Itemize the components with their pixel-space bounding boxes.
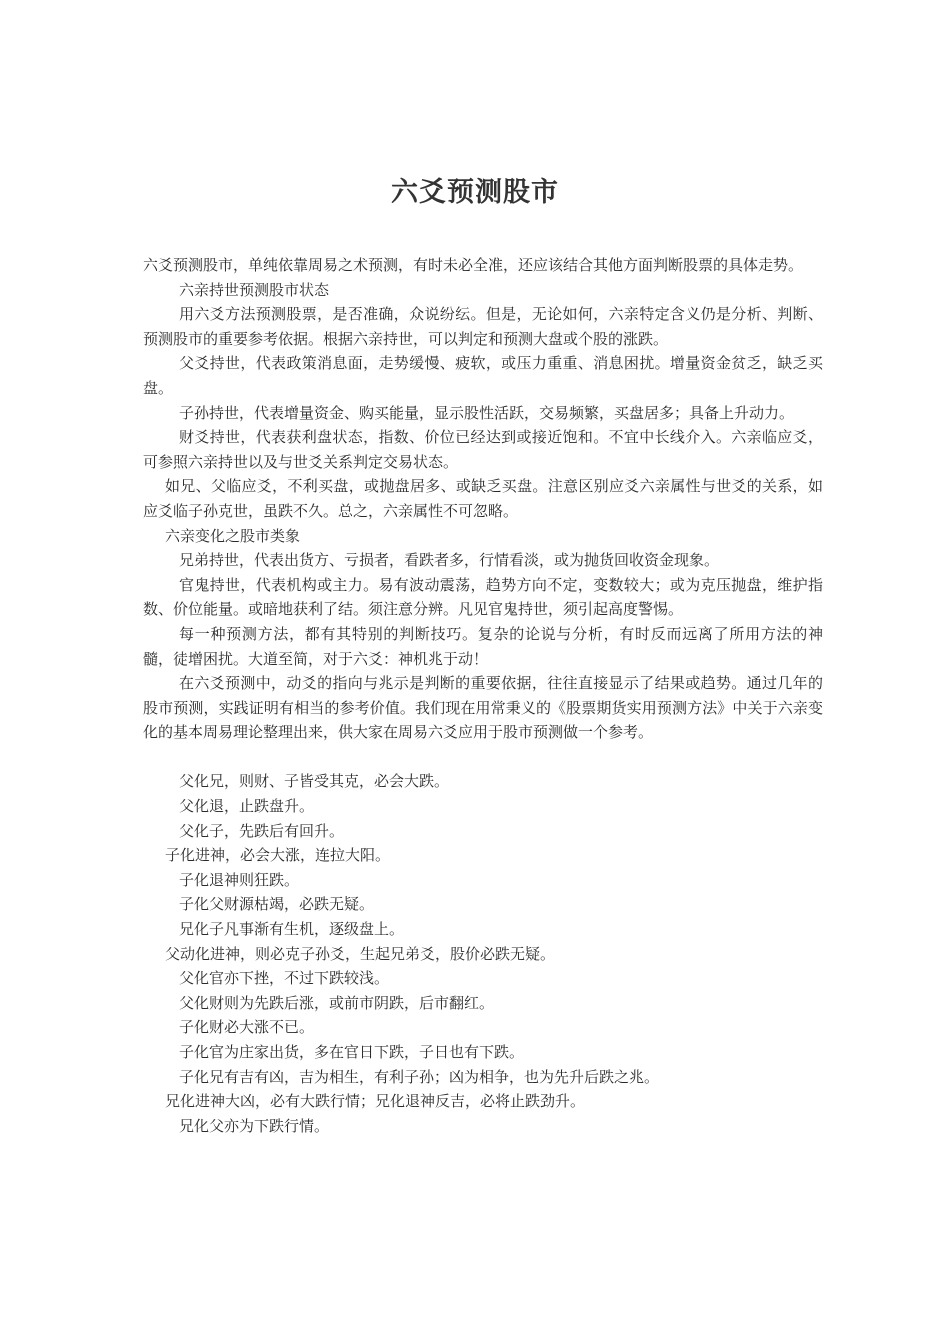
paragraph: 父爻持世，代表政策消息面，走势缓慢、疲软，或压力重重、消息困扰。增量资金贫乏，缺乏买盘。	[143, 354, 823, 397]
rule-item: 父动化进神，则必克子孙爻，生起兄弟爻，股价必跌无疑。	[165, 944, 556, 963]
document-body	[143, 253, 823, 1138]
rule-item: 兄化父亦为下跌行情。	[179, 1116, 330, 1135]
paragraph: 每一种预测方法，都有其特别的判断技巧。复杂的论说与分析，有时反而远离了所用方法的神髓，徒增困扰。大道至简，对于六爻：神机兆于动！	[143, 624, 823, 668]
section-heading: 六亲持世预测股市状态	[179, 280, 330, 299]
rule-item: 子化财必大涨不已。	[179, 1018, 315, 1037]
rule-item: 兄化子凡事渐有生机，逐级盘上。	[179, 920, 405, 939]
rule-item: 父化兄，则财、子皆受其克，必会大跌。	[179, 772, 450, 791]
rule-item: 父化财则为先跌后涨，或前市阴跌，后市翻红。	[179, 993, 495, 1012]
paragraph: 兄弟持世，代表出货方、亏损者，看跌者多，行情看淡，或为抛货回收资金现象。	[179, 551, 720, 570]
rule-item: 子化兄有吉有凶，吉为相生，有利子孙；凶为相争，也为先升后跌之兆。	[179, 1067, 660, 1086]
rule-item: 子化父财源枯竭，必跌无疑。	[179, 895, 375, 914]
rule-item: 子化进神，必会大涨，连拉大阳。	[165, 846, 391, 865]
section-heading: 六亲变化之股市类象	[165, 526, 301, 545]
rule-item: 父化退，止跌盘升。	[179, 797, 315, 816]
paragraph: 六爻预测股市，单纯依靠周易之术预测，有时未必全准，还应该结合其他方面判断股票的具体走势。	[143, 256, 804, 274]
paragraph: 在六爻预测中，动爻的指向与兆示是判断的重要依据，往往直接显示了结果或趋势。通过几年的股市预测，实践证明有相当的参考价值。我们现在用常秉义的《股票期货实用预测方法》中关于六亲变化的基本周易理论整理出来，供大家在周易六爻应用于股市预测做一个参考。	[143, 674, 823, 742]
rule-item: 兄化进神大凶，必有大跌行情；兄化退神反吉，必将止跌劲升。	[165, 1092, 586, 1111]
paragraph: 如兄、父临应爻，不利买盘，或抛盘居多、或缺乏买盘。注意区别应爻六亲属性与世爻的关系，如应爻临子孙克世，虽跌不久。总之，六亲属性不可忽略。	[143, 477, 823, 520]
rules-list	[143, 769, 823, 1138]
page-title: 六爻预测股市	[391, 177, 559, 208]
paragraph: 官鬼持世，代表机构或主力。易有波动震荡，趋势方向不定，变数较大；或为克压抛盘，维护指数、价位能量。或暗地获利了结。须注意分辨。凡见官鬼持世，须引起高度警惕。	[143, 575, 823, 619]
paragraph: 用六爻方法预测股票，是否准确，众说纷纭。但是，无论如何，六亲特定含义仍是分析、判断、预测股市的重要参考依据。根据六亲持世，可以判定和预测大盘或个股的涨跌。	[143, 305, 823, 348]
paragraph: 子孙持世，代表增量资金、购买能量，显示股性活跃，交易频繁，买盘居多；具备上升动力。	[179, 403, 795, 422]
intro-section	[143, 253, 823, 745]
blank-line	[143, 745, 823, 770]
rule-item: 子化官为庄家出货，多在官日下跌，子日也有下跌。	[179, 1043, 525, 1061]
rule-item: 父化官亦下挫，不过下跌较浅。	[179, 969, 390, 988]
rule-item: 父化子，先跌后有回升。	[179, 821, 345, 840]
paragraph: 财爻持世，代表获利盘状态，指数、价位已经达到或接近饱和。不宜中长线介入。六亲临应爻，可参照六亲持世以及与世爻关系判定交易状态。	[143, 428, 823, 471]
rule-item: 子化退神则狂跌。	[179, 870, 300, 889]
